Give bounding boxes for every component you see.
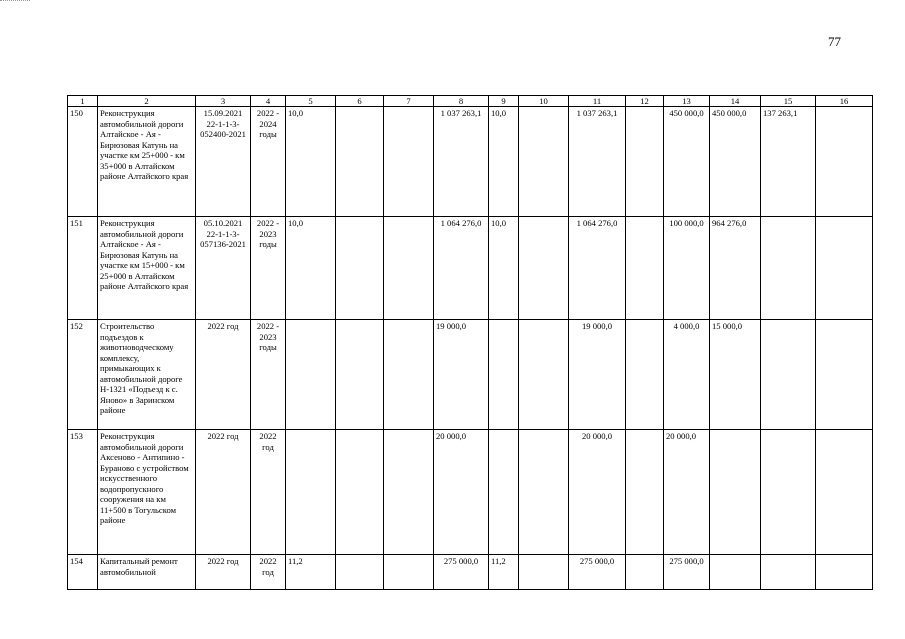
cell-14 — [710, 555, 761, 590]
cell-7 — [384, 107, 434, 217]
cell-13: 20 000,0 — [664, 430, 710, 555]
cell-10 — [519, 107, 569, 217]
period: 2022 год — [251, 555, 286, 590]
cell-7 — [384, 320, 434, 430]
table-row — [68, 430, 873, 555]
expertise-date: 2022 год — [196, 320, 251, 430]
table-row — [68, 107, 873, 217]
col-header: 15 — [761, 96, 816, 107]
cell-5: 10,0 — [286, 217, 336, 320]
cell-9: 11,2 — [489, 555, 519, 590]
col-header: 5 — [286, 96, 336, 107]
cell-16 — [816, 320, 873, 430]
cell-11: 20 000,0 — [569, 430, 626, 555]
col-header: 14 — [710, 96, 761, 107]
cell-14: 964 276,0 — [710, 217, 761, 320]
cell-10 — [519, 430, 569, 555]
cell-8: 19 000,0 — [434, 320, 489, 430]
cell-5: 10,0 — [286, 107, 336, 217]
col-header: 8 — [434, 96, 489, 107]
table-row — [68, 555, 873, 590]
expertise-date: 05.10.2021 22-1-1-3-057136-2021 — [196, 217, 251, 320]
cell-13: 100 000,0 — [664, 217, 710, 320]
object-name: Реконструкция автомобильной дороги Аксеново - Антипино - Бураново с устройством искусственного водопропускного сооружения на км 11+500 в Тогульском районе — [98, 430, 196, 555]
cell-15 — [761, 430, 816, 555]
cell-15 — [761, 320, 816, 430]
cell-6 — [336, 430, 384, 555]
cell-16 — [816, 430, 873, 555]
col-header: 16 — [816, 96, 873, 107]
row-number: 150 — [68, 107, 98, 217]
cell-14: 450 000,0 — [710, 107, 761, 217]
cell-9: 10,0 — [489, 217, 519, 320]
cell-5 — [286, 320, 336, 430]
header-row — [68, 96, 873, 107]
cell-7 — [384, 430, 434, 555]
cell-6 — [336, 217, 384, 320]
cell-10 — [519, 217, 569, 320]
cell-16 — [816, 107, 873, 217]
cell-10 — [519, 555, 569, 590]
cell-11: 1 064 276,0 — [569, 217, 626, 320]
cell-7 — [384, 217, 434, 320]
col-header: 6 — [336, 96, 384, 107]
col-header: 9 — [489, 96, 519, 107]
cell-12 — [626, 430, 664, 555]
cell-12 — [626, 555, 664, 590]
object-name: Капитальный ремонт автомобильной — [98, 555, 196, 590]
col-header: 12 — [626, 96, 664, 107]
cell-8: 20 000,0 — [434, 430, 489, 555]
cell-13: 450 000,0 — [664, 107, 710, 217]
object-name: Строительство подъездов к животноводческому комплексу, примыкающих к автомобильной дороге Н-1321 «Подъезд к с. Яново» в Заринском районе — [98, 320, 196, 430]
cell-6 — [336, 320, 384, 430]
cell-11: 1 037 263,1 — [569, 107, 626, 217]
col-header: 3 — [196, 96, 251, 107]
expertise-date: 2022 год — [196, 555, 251, 590]
scan-edge-mark — [0, 0, 30, 4]
cell-15 — [761, 217, 816, 320]
expertise-date: 2022 год — [196, 430, 251, 555]
object-name: Реконструкция автомобильной дороги Алтайское - Ая - Бирюзовая Катунь на участке км 15+000 - км 25+000 в Алтайском районе Алтайского края — [98, 217, 196, 320]
period: 2022 - 2024 годы — [251, 107, 286, 217]
cell-11: 275 000,0 — [569, 555, 626, 590]
col-header: 13 — [664, 96, 710, 107]
cell-16 — [816, 555, 873, 590]
col-header: 7 — [384, 96, 434, 107]
cell-8: 1 037 263,1 — [434, 107, 489, 217]
row-number: 152 — [68, 320, 98, 430]
col-header: 2 — [98, 96, 196, 107]
cell-10 — [519, 320, 569, 430]
period: 2022 - 2023 годы — [251, 217, 286, 320]
period: 2022 - 2023 годы — [251, 320, 286, 430]
cell-14 — [710, 430, 761, 555]
col-header: 4 — [251, 96, 286, 107]
col-header: 10 — [519, 96, 569, 107]
cell-8: 275 000,0 — [434, 555, 489, 590]
col-header: 11 — [569, 96, 626, 107]
period: 2022 год — [251, 430, 286, 555]
cell-16 — [816, 217, 873, 320]
page-number: 77 — [828, 34, 841, 49]
cell-6 — [336, 555, 384, 590]
cell-12 — [626, 320, 664, 430]
cell-13: 4 000,0 — [664, 320, 710, 430]
cell-13: 275 000,0 — [664, 555, 710, 590]
cell-9 — [489, 430, 519, 555]
cell-9: 10,0 — [489, 107, 519, 217]
cell-12 — [626, 217, 664, 320]
cell-15 — [761, 555, 816, 590]
row-number: 151 — [68, 217, 98, 320]
cell-6 — [336, 107, 384, 217]
data-table — [67, 95, 873, 590]
cell-12 — [626, 107, 664, 217]
row-number: 153 — [68, 430, 98, 555]
expertise-date: 15.09.2021 22-1-1-3-052400-2021 — [196, 107, 251, 217]
col-header: 1 — [68, 96, 98, 107]
cell-11: 19 000,0 — [569, 320, 626, 430]
cell-7 — [384, 555, 434, 590]
cell-8: 1 064 276,0 — [434, 217, 489, 320]
cell-5 — [286, 430, 336, 555]
row-number: 154 — [68, 555, 98, 590]
table-row — [68, 217, 873, 320]
cell-14: 15 000,0 — [710, 320, 761, 430]
object-name: Реконструкция автомобильной дороги Алтайское - Ая - Бирюзовая Катунь на участке км 25+000 - км 35+000 в Алтайском районе Алтайского края — [98, 107, 196, 217]
table-row — [68, 320, 873, 430]
cell-9 — [489, 320, 519, 430]
cell-5: 11,2 — [286, 555, 336, 590]
cell-15: 137 263,1 — [761, 107, 816, 217]
